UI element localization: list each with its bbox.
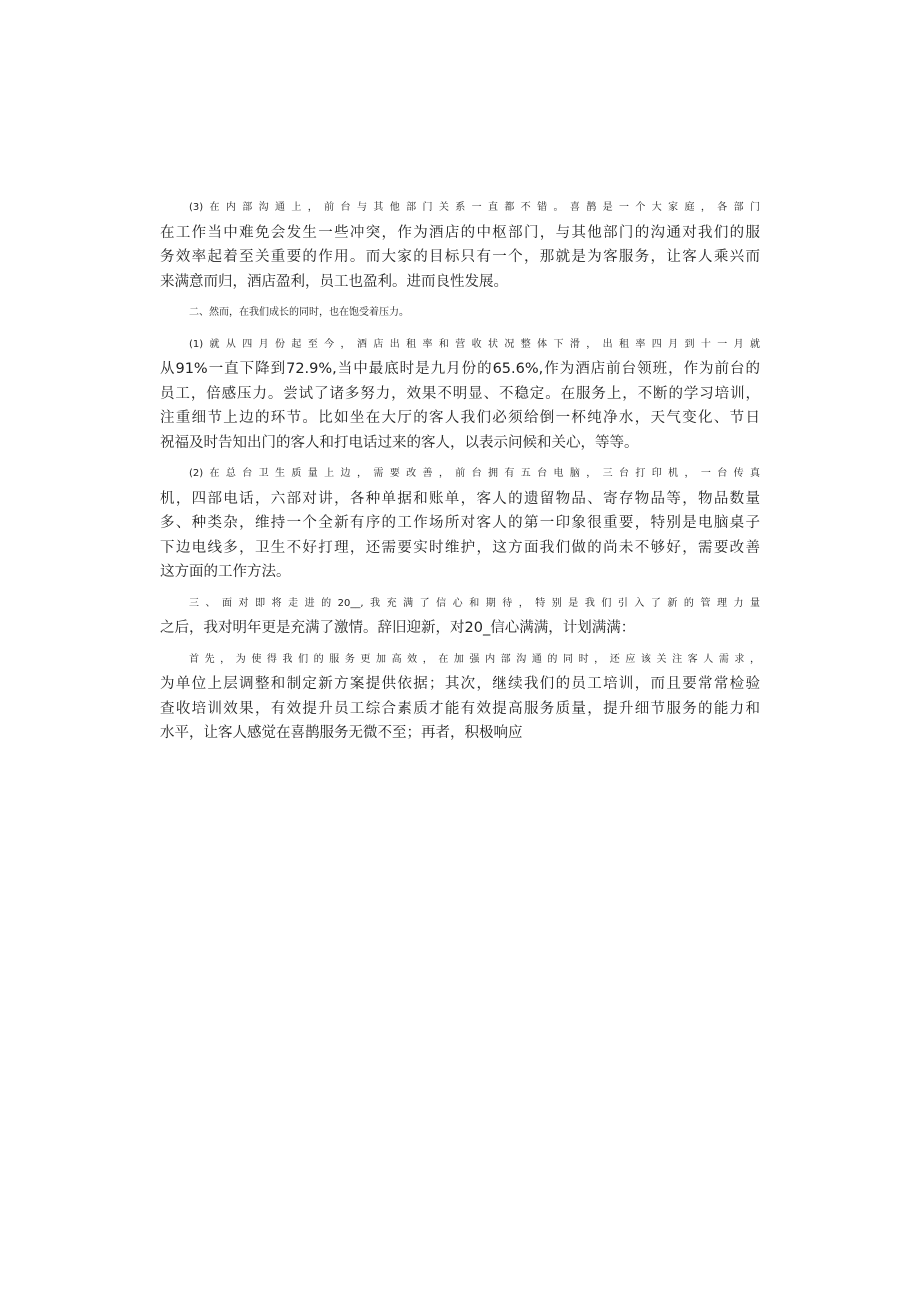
- paragraph-plans: [160, 648, 760, 746]
- text-line: (3)在内部沟通上，前台与其他部门关系一直都不错。喜鹊是一个大家庭，各部门: [189, 202, 760, 213]
- text-line: 之后，我对明年更是充满了激情。辞旧迎新，对20_信心满满，计划满满：: [160, 620, 636, 636]
- text-line: 注重细节上边的环节。比如坐在大厅的客人我们必须给倒一杯纯净水，天气变化、节日: [160, 410, 760, 426]
- text-line: 这方面的工作方法。: [160, 564, 291, 580]
- text-line: 员工，倍感压力。尝试了诸多努力，效果不明显、不稳定。在服务上，不断的学习培训，: [160, 385, 760, 402]
- text-line: 机，四部电话，六部对讲，各种单据和账单，客人的遗留物品、寄存物品等，物品数量: [160, 490, 760, 507]
- text-line: 下边电线多，卫生不好打理，还需要实时维护，这方面我们做的尚未不够好，需要改善: [160, 539, 760, 556]
- paragraph-section-two-heading: [160, 301, 760, 326]
- text-line: 首先，为使得我们的服务更加高效，在加强内部沟通的同时，还应该关注客人需求，: [189, 653, 760, 665]
- text-line: (1)就从四月份起至今，酒店出租率和营收状况整体下滑，出租率四月到十一月就: [189, 338, 760, 350]
- paragraph-internal-communication: [160, 196, 760, 294]
- paragraph-section-three-outlook: [160, 592, 760, 641]
- paragraph-front-desk-hygiene: [160, 462, 760, 585]
- text-line: 务效率起着至关重要的作用。而大家的目标只有一个，那就是为客服务，让客人乘兴而: [160, 249, 760, 265]
- text-line: 水平，让客人感觉在喜鹊服务无微不至；再者，积极响应: [160, 725, 523, 741]
- text-line: 多、种类杂，维持一个全新有序的工作场所对客人的第一印象很重要，特别是电脑桌子: [160, 515, 760, 531]
- text-line: (2)在总台卫生质量上边，需要改善，前台拥有五台电脑，三台打印机，一台传真: [189, 468, 760, 479]
- text-line: 在工作当中难免会发生一些冲突，作为酒店的中枢部门，与其他部门的沟通对我们的服: [160, 224, 760, 241]
- text-line: 二、然而，在我们成长的同时，也在饱受着压力。: [189, 307, 409, 318]
- paragraph-occupancy-pressure: [160, 333, 760, 456]
- document-page: [160, 196, 760, 753]
- text-line: 查收培训效果，有效提升员工综合素质才能有效提高服务质量，提升细节服务的能力和: [160, 700, 760, 717]
- text-line: 三、面对即将走进的20__,我充满了信心和期待，特别是我们引入了新的管理力量: [189, 597, 760, 609]
- text-line: 从91%一直下降到72.9%,当中最底时是九月份的65.6%,作为酒店前台领班，作为前台的: [160, 361, 760, 377]
- text-line: 来满意而归，酒店盈利，员工也盈利。进而良性发展。: [160, 273, 508, 290]
- text-line: 祝福及时告知出门的客人和打电话过来的客人，以表示问候和关心，等等。: [160, 434, 639, 451]
- text-line: 为单位上层调整和制定新方案提供依据；其次，继续我们的员工培训，而且要常常检验: [160, 676, 760, 692]
